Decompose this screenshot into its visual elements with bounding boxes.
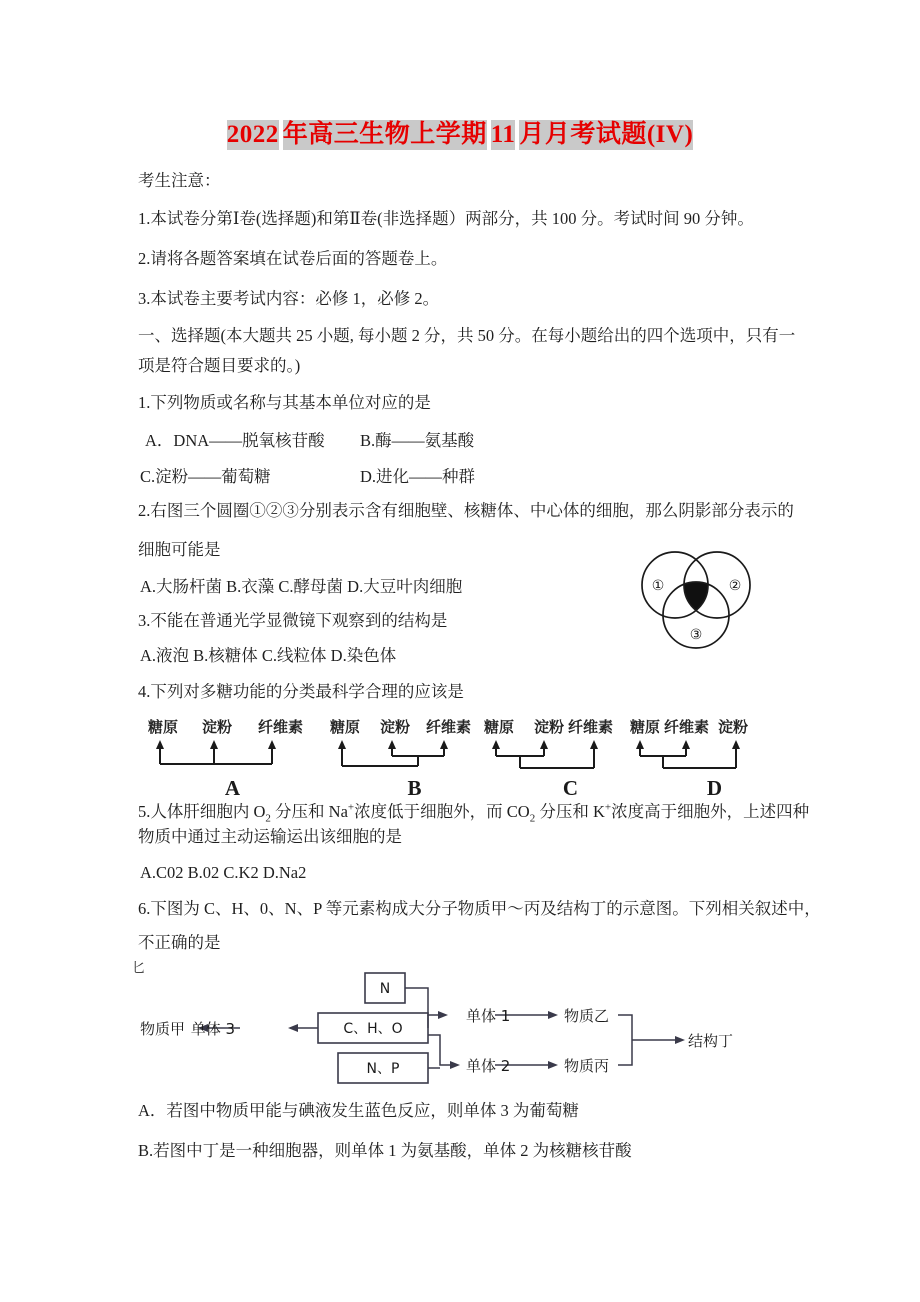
q5-sup2: +: [604, 801, 612, 814]
question-5-options[interactable]: A.C02 B.02 C.K2 D.Na2: [140, 863, 307, 882]
question-2-stem-line1: 2.右图三个圆圈①②③分别表示含有细胞壁、核糖体、中心体的细胞，那么阴影部分表示的: [138, 501, 794, 520]
question-5-stem-line2: 物质中通过主动运输运出该细胞的是: [138, 827, 402, 846]
question-2-stem-line2: 细胞可能是: [138, 540, 221, 559]
figure-b-label-2: 纤维素: [426, 718, 472, 736]
notice-item-2: 2.请将各题答案填在试卷后面的答题卷上。: [138, 249, 448, 268]
figure-d-bracket: [622, 738, 807, 780]
q5-part2: 分压和 Na: [270, 802, 348, 821]
notice-item-1: 1.本试卷分第Ⅰ卷(选择题)和第Ⅱ卷(非选择题）两部分，共 100 分。考试时间 90 分钟。: [138, 209, 754, 228]
stray-ocr-mark: 匕: [132, 960, 146, 975]
q5-sup1: +: [347, 801, 355, 814]
figure-a-bracket: [140, 738, 325, 780]
flow-node-substance-jia: 物质甲: [140, 1020, 186, 1038]
question-6-flow-figure: [140, 965, 760, 1085]
figure-a-letter: A: [224, 776, 241, 800]
flow-node-substance-yi: 物质乙: [564, 1007, 610, 1025]
figure-a-label-0: 糖原: [148, 718, 179, 736]
question-1-option-b[interactable]: B.酶——氨基酸: [360, 431, 475, 450]
question-6-option-a[interactable]: A．若图中物质甲能与碘液发生蓝色反应，则单体 3 为葡萄糖: [138, 1101, 579, 1120]
question-3-stem: 3.不能在普通光学显微镜下观察到的结构是: [138, 611, 448, 630]
title-segment-0: 2022: [226, 121, 279, 148]
figure-c-label-1: 淀粉: [534, 718, 565, 736]
figure-a-label-1: 淀粉: [202, 718, 233, 736]
figure-a-labels: [140, 716, 325, 740]
flow-node-monomer-2: 单体 2: [466, 1057, 511, 1075]
flow-node-monomer-1: 单体 1: [466, 1007, 511, 1025]
figure-c-label-0: 糖原: [484, 718, 515, 736]
title-segment-2: 11: [490, 121, 516, 148]
question-2-options[interactable]: A.大肠杆菌 B.衣藻 C.酵母菌 D.大豆叶肉细胞: [140, 577, 463, 596]
question-6-stem-line1: 6.下图为 C、H、0、N、P 等元素构成大分子物质甲～丙及结构丁的示意图。下列相关叙述中，: [138, 899, 821, 918]
figure-d-label-1: 纤维素: [664, 718, 710, 736]
figure-d-letter: D: [706, 776, 723, 800]
notice-heading: 考生注意：: [138, 171, 221, 190]
q5-sub1: 2: [265, 812, 271, 825]
title-segment-3: 月月考试题(IV): [519, 121, 694, 148]
question-1-option-d[interactable]: D.进化——种群: [360, 467, 476, 486]
svg-text:②: ②: [728, 578, 742, 594]
question-2-venn-figure: [625, 543, 767, 655]
figure-d-label-2: 淀粉: [718, 718, 749, 736]
q5-part5: 浓度高于细胞外，上述四种: [611, 802, 810, 821]
question-1-option-a[interactable]: A．DNA——脱氧核苷酸: [145, 431, 325, 450]
title-segment-1: 年高三生物上学期: [282, 121, 487, 148]
question-1-option-c[interactable]: C.淀粉——葡萄糖: [140, 467, 271, 486]
flow-box-np-label: N、P: [366, 1061, 400, 1077]
svg-text:③: ③: [689, 627, 703, 643]
figure-b-label-1: 淀粉: [380, 718, 411, 736]
page-title-text: [227, 118, 694, 152]
question-4-figure-a: [140, 716, 325, 808]
page-title: [0, 118, 920, 152]
figure-b-letter: B: [407, 776, 422, 800]
figure-c-label-2: 纤维素: [568, 718, 614, 736]
q5-part3: 浓度低于细胞外，而 CO: [354, 802, 530, 821]
q5-sub2: 2: [529, 812, 536, 825]
section-heading-line1: 一、选择题(本大题共 25 小题, 每小题 2 分，共 50 分。在每小题给出的四个选项中，只有一: [138, 326, 796, 345]
flow-node-substance-bing: 物质丙: [564, 1057, 610, 1075]
figure-d-label-0: 糖原: [630, 718, 661, 736]
svg-text:①: ①: [651, 578, 665, 594]
figure-a-label-2: 纤维素: [258, 718, 304, 736]
question-4-figure-d: [622, 716, 807, 808]
question-1-stem: 1.下列物质或名称与其基本单位对应的是: [138, 393, 431, 412]
question-4-stem: 4.下列对多糖功能的分类最科学合理的应该是: [138, 682, 464, 701]
figure-b-label-0: 糖原: [330, 718, 361, 736]
flow-box-n-label: N: [379, 981, 391, 997]
question-5-stem-line1: [138, 801, 809, 823]
flow-node-monomer-3: 单体 3: [190, 1020, 235, 1038]
q5-part1: 5.人体肝细胞内 O: [138, 802, 266, 821]
question-3-options[interactable]: A.液泡 B.核糖体 C.线粒体 D.染色体: [140, 646, 397, 665]
section-heading-line2: 项是符合题目要求的。): [138, 356, 301, 375]
q5-part4: 分压和 K: [535, 802, 605, 821]
figure-d-labels: [622, 716, 807, 740]
question-6-stem-line2: 不正确的是: [138, 933, 221, 952]
question-6-option-b[interactable]: B.若图中丁是一种细胞器，则单体 1 为氨基酸，单体 2 为核糖核苷酸: [138, 1141, 632, 1160]
notice-item-3: 3.本试卷主要考试内容：必修 1，必修 2。: [138, 289, 440, 308]
figure-c-letter: C: [562, 776, 579, 800]
flow-node-structure-ding: 结构丁: [688, 1032, 734, 1050]
flow-box-cho-label: C、H、O: [343, 1021, 403, 1037]
